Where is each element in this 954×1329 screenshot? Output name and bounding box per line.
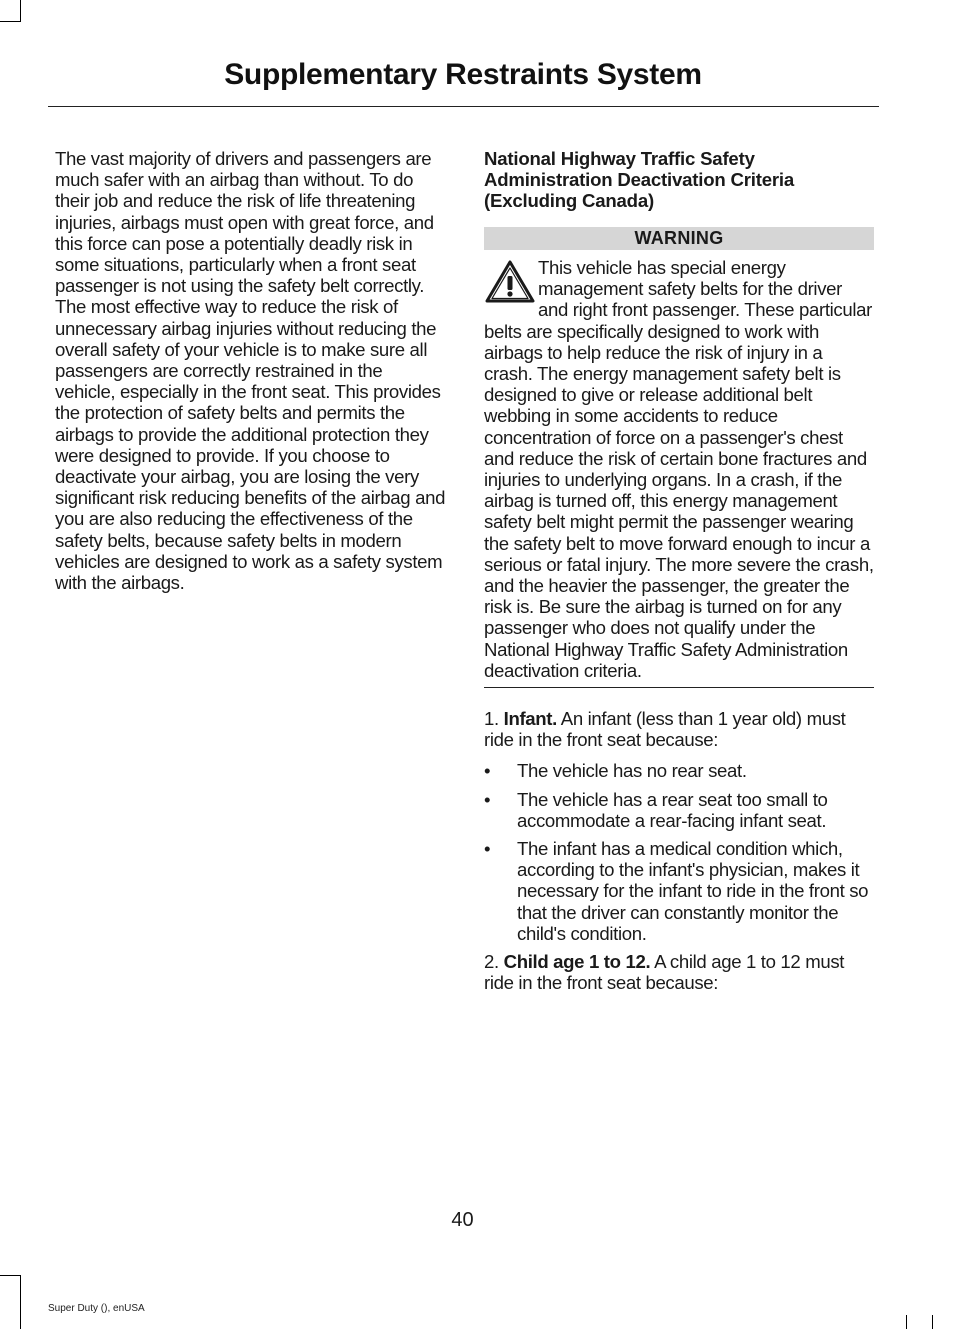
- section-heading: National Highway Traffic Safety Administration Deactivation Criteria (Excluding Canada): [484, 148, 794, 211]
- warning-text: This vehicle has special energy management safety belts for the driver and right front passenger. These particular belts are specifically designed to work with airbags to help reduce the risk of injury in a crash. The energy management safety belt is designed to give or release additional belt webbing in some accidents to reduce concentration of force on a passenger's chest and reduce the risk of certain bone fractures and injuries to underlying organs. In a crash, if the airbag is turned off, this energy management safety belt might permit the passenger wearing the safety belt to move forward enough to incur a serious or fatal injury. The more severe the crash, and the heavier the passenger, the greater the risk is. Be sure the airbag is turned on for any passenger who does not qualify under the National Highway Traffic Safety Administration deactivation criteria.: [484, 257, 874, 681]
- footer-doc-info: Super Duty (), enUSA: [48, 1303, 145, 1314]
- bullet-text: The infant has a medical condition which, according to the infant's physician, makes it necessary for the infant to ride in the front so that the driver can constantly monitor the child's condition.: [517, 838, 869, 944]
- child-paragraph: [484, 951, 874, 993]
- bullet-marker: •: [484, 838, 491, 860]
- intro-paragraph: The vast majority of drivers and passengers are much safer with an airbag than without. To do their job and reduce the risk of life threatening injuries, airbags must open with great force, and this force can pose a potentially deadly risk in some situations, particularly when a front seat passenger is not using the safety belt correctly. The most effective way to reduce the risk of unnecessary airbag injuries without reducing the overall safety of your vehicle is to make sure all passengers are correctly restrained in the vehicle, especially in the front seat. This provides the protection of safety belts and permits the airbags to provide the additional protection they were designed to provide. If you choose to deactivate your airbag, you are losing the very significant risk reducing benefits of the airbag and you are also reducing the effectiveness of the safety belts, because safety belts in modern vehicles are designed to work as a safety system with the airbags.: [55, 148, 446, 594]
- warning-triangle-icon: [484, 259, 536, 305]
- item-text: A child age 1 to 12 must ride in the front seat because:: [484, 951, 845, 994]
- list-item: [484, 789, 874, 831]
- list-item: [484, 760, 874, 781]
- warning-box: [484, 257, 874, 681]
- crop-mark: [0, 1275, 21, 1276]
- item-number: 1.: [484, 708, 499, 730]
- warning-divider: [484, 687, 874, 688]
- list-item: [484, 838, 874, 944]
- title-divider: [48, 106, 879, 107]
- crop-mark: [932, 1315, 933, 1329]
- crop-mark: [20, 1275, 21, 1329]
- right-column: [484, 148, 874, 1004]
- page-title: Supplementary Restraints System: [224, 58, 702, 91]
- infant-bullet-list: [484, 760, 874, 944]
- crop-mark: [20, 0, 21, 22]
- bullet-marker: •: [484, 788, 491, 810]
- item-title: Infant.: [503, 708, 557, 730]
- infant-paragraph: [484, 708, 874, 750]
- bullet-text: The vehicle has a rear seat too small to accommodate a rear-facing infant seat.: [517, 788, 828, 831]
- crop-mark: [906, 1315, 907, 1329]
- item-title: Child age 1 to 12.: [503, 951, 651, 973]
- warning-label: WARNING: [484, 227, 874, 250]
- item-text: An infant (less than 1 year old) must ride in the front seat because:: [484, 708, 846, 751]
- page-number: 40: [451, 1209, 474, 1231]
- crop-mark: [0, 21, 21, 22]
- bullet-marker: •: [484, 760, 491, 782]
- bullet-text: The vehicle has no rear seat.: [517, 760, 747, 782]
- item-number: 2.: [484, 951, 499, 973]
- left-column: [55, 148, 447, 593]
